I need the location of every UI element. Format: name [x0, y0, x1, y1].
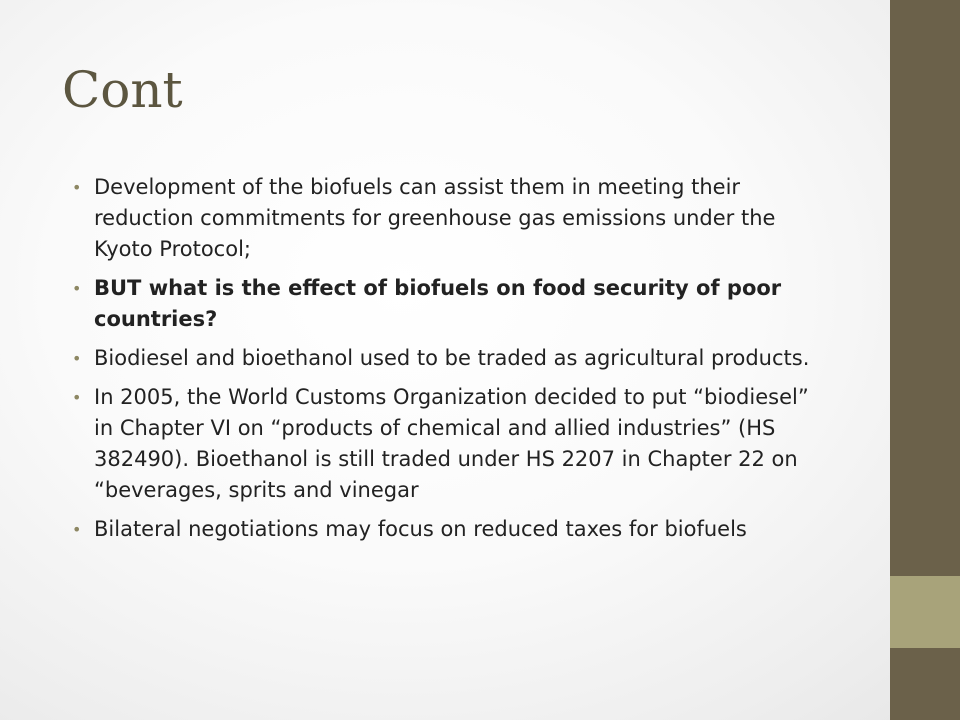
decorative-side-band: [890, 576, 960, 648]
bullet-marker: •: [72, 349, 82, 368]
bullet-marker: •: [72, 178, 82, 197]
bullet-marker: •: [72, 520, 82, 539]
bullet-item: [72, 514, 832, 545]
bullet-text: BUT what is the effect of biofuels on food security of poor countries?: [94, 276, 782, 331]
bullet-marker: •: [72, 279, 82, 298]
bullet-item: [72, 273, 832, 335]
bullet-item: [72, 172, 832, 265]
decorative-side-bar: [890, 0, 960, 720]
slide-title: Cont: [62, 61, 183, 119]
bullet-marker: •: [72, 388, 82, 407]
bullet-text: Development of the biofuels can assist them in meeting their reduction commitments for greenhouse gas emissions under the Kyoto Protocol;: [94, 175, 776, 261]
bullet-text: In 2005, the World Customs Organization decided to put “biodiesel” in Chapter VI on “products of chemical and allied industries” (HS 382490). Bioethanol is still traded under HS 2207 in Chapter 22 on “beverages, sprits and vinegar: [94, 385, 809, 502]
bullet-item: [72, 343, 832, 374]
bullet-text: Bilateral negotiations may focus on reduced taxes for biofuels: [94, 517, 747, 541]
bullet-item: [72, 382, 832, 506]
bullet-text: Biodiesel and bioethanol used to be traded as agricultural products.: [94, 346, 810, 370]
bullet-list: [72, 172, 832, 553]
